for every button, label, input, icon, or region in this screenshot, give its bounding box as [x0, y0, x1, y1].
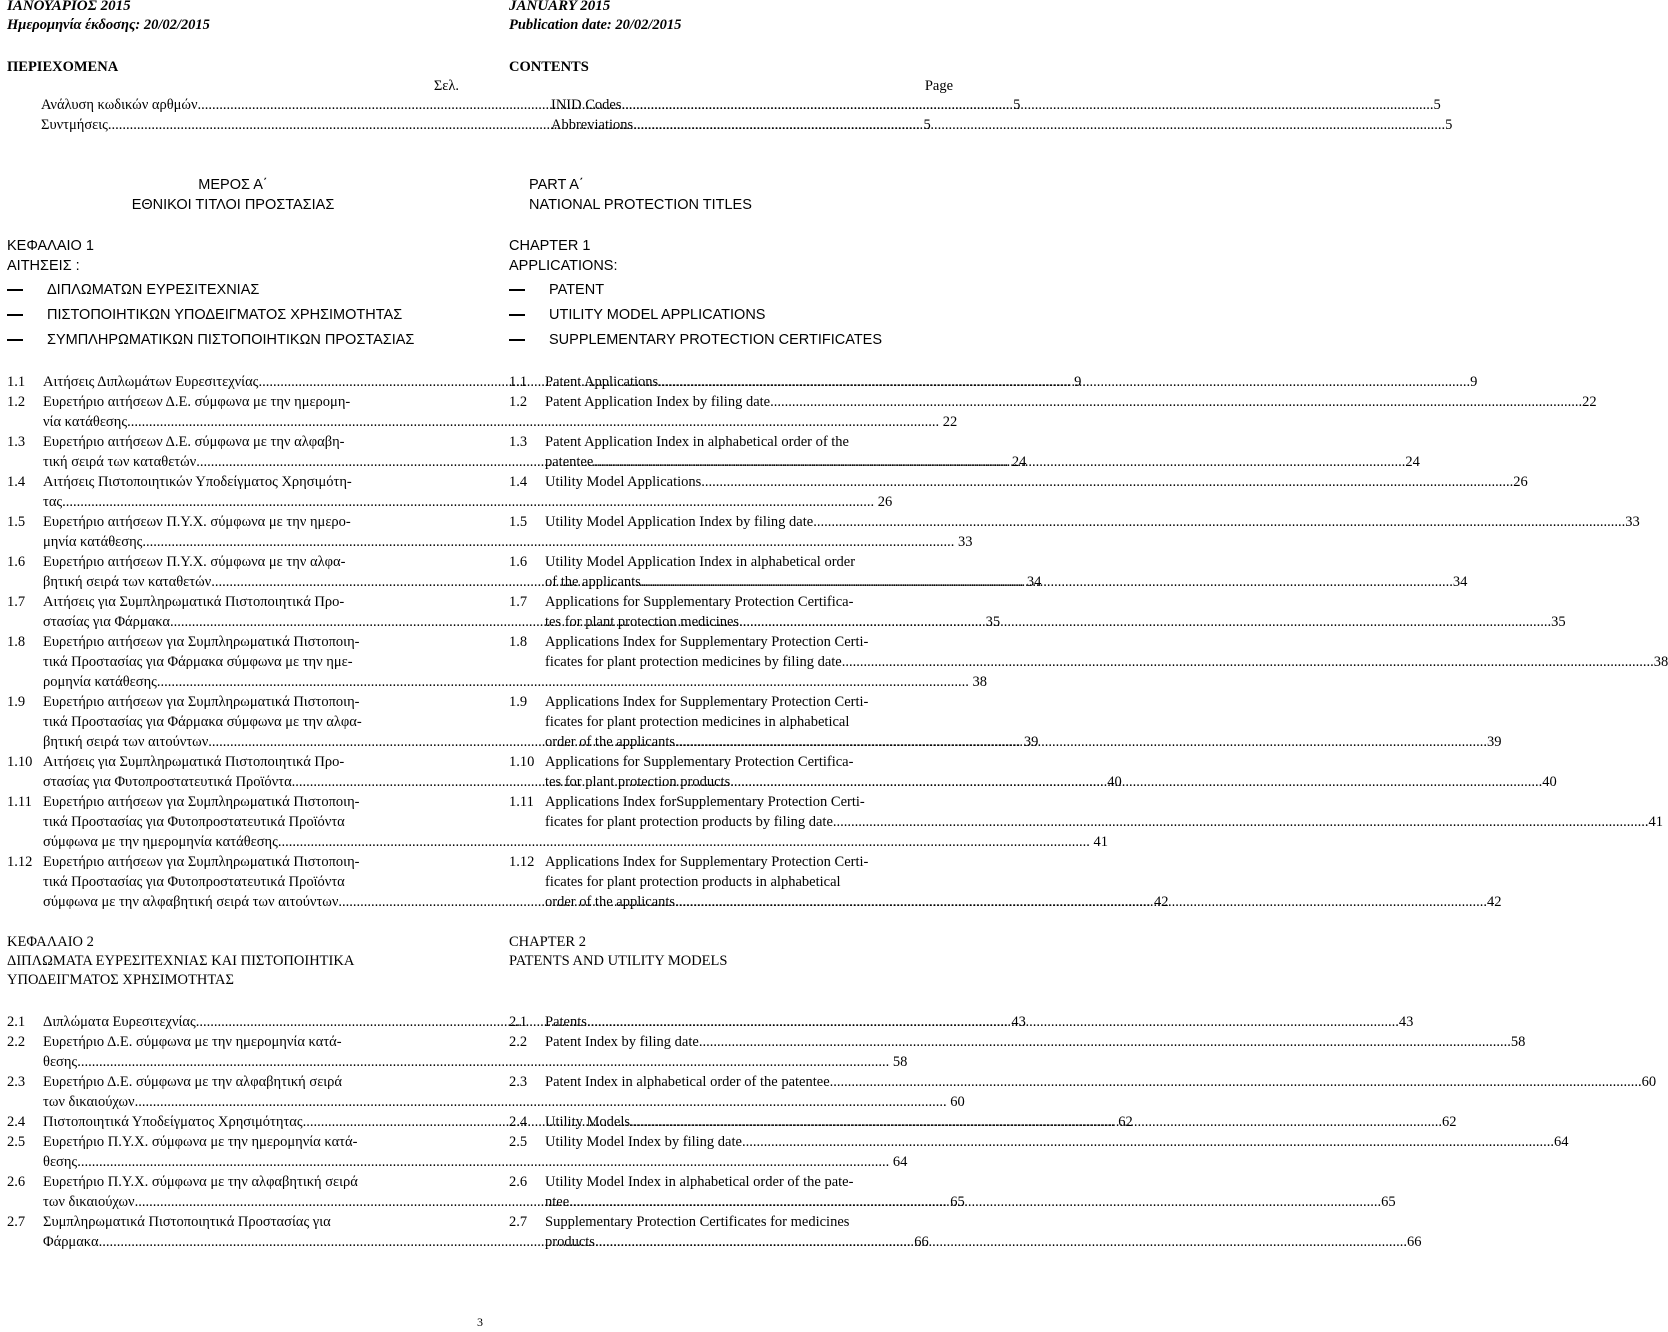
toc-entry-number: 1.3 [7, 434, 26, 450]
toc-page-number: 62 [1442, 1114, 1457, 1130]
toc-entry-number: 1.4 [509, 474, 528, 490]
toc-entry-last-line: τική σειρά των καταθετών ..... 24 [43, 452, 1026, 472]
toc-entry-number: 2.1 [509, 1014, 528, 1030]
toc-entry-last-line: ficates for plant protection medicines by filing date ..... 38 [545, 652, 1668, 672]
toc-entry-text: Ευρετήριο Δ.Ε. σύμφωνα με την αλφαβητική σειρά [43, 1074, 343, 1090]
toc-entry-number: 1.7 [509, 594, 528, 610]
toc-entry-text: Ευρετήριο αιτήσεων για Συμπληρωματικά Πιστοποιη- [43, 634, 360, 650]
toc-entry-last-line: ρομηνία κατάθεσης ..... 38 [43, 672, 987, 692]
greek-chapter2-sub1: ΔΙΠΛΩΜΑΤΑ ΕΥΡΕΣΙΤΕΧΝΙΑΣ ΚΑΙ ΠΙΣΤΟΠΟΙΗΤΙΚΑ [7, 953, 355, 969]
toc-page-number: 58 [892, 1054, 908, 1070]
toc-page-number: 24 [1405, 454, 1420, 470]
toc-page-number: 9 [1470, 374, 1478, 390]
toc-entry-text: Utility Model Application Index in alphabetical order [545, 554, 856, 570]
toc-entry-last-line: order of the applicants ..... 39 [545, 732, 1502, 752]
dash-icon [7, 339, 23, 341]
toc-entry-last-line: Patent Index by filing date ..... 58 [545, 1032, 1525, 1052]
english-chapter2-title: CHAPTER 2 [509, 934, 586, 950]
toc-entry[interactable] [509, 632, 1668, 672]
toc-entry-text: Ευρετήριο αιτήσεων Δ.Ε. σύμφωνα με την αλφαβη- [43, 434, 345, 450]
toc-page-number: 35 [985, 614, 1001, 630]
toc-entry-number: 2.2 [509, 1034, 528, 1050]
english-part-subtitle: NATIONAL PROTECTION TITLES [529, 197, 752, 213]
toc-entry-number: 1.4 [7, 474, 26, 490]
toc-page-number: 64 [1553, 1134, 1569, 1150]
toc-page-number: 9 [1074, 374, 1082, 390]
toc-entry-text: Applications for Supplementary Protection Certifica- [545, 594, 854, 610]
toc-entry-text: τικά Προστασίας για Φυτοπροστατευτικά Προϊόντα [43, 874, 345, 890]
toc-entry[interactable] [7, 512, 973, 552]
toc-page-number: 62 [1118, 1114, 1133, 1130]
toc-entry[interactable] [7, 472, 893, 512]
toc-entry-text: Αιτήσεις για Συμπληρωματικά Πιστοποιητικά Προ- [43, 754, 345, 770]
toc-entry-last-line: βητική σειρά των αιτούντων ..... 39 [43, 732, 1038, 752]
toc-entry-text: Ευρετήριο Π.Υ.Χ. σύμφωνα με την ημερομηνία κατά- [43, 1134, 358, 1150]
toc-entry[interactable] [7, 1132, 908, 1172]
english-chapter1-item: UTILITY MODEL APPLICATIONS [509, 305, 953, 325]
toc-entry-text: τικά Προστασίας για Φάρμακα σύμφωνα με την αλφα- [43, 714, 362, 730]
toc-entry-last-line: Αιτήσεις Διπλωμάτων Ευρεσιτεχνίας ..... 9 [43, 372, 1081, 392]
toc-entry-last-line: θεσης ..... 64 [43, 1152, 907, 1172]
toc-entry-text: Ευρετήριο αιτήσεων για Συμπληρωματικά Πιστοποιη- [43, 854, 360, 870]
toc-entry-last-line: tes for plant protection medicines ..... 35 [545, 612, 1566, 632]
toc-entry-number: 2.7 [7, 1214, 26, 1230]
toc-entry[interactable] [509, 1172, 1396, 1212]
toc-entry-last-line: Utility Model Index by filing date ..... 64 [545, 1132, 1568, 1152]
greek-chapter1-sub: ΑΙΤΗΣΕΙΣ : [7, 258, 80, 274]
toc-entry-number: 2.6 [509, 1174, 528, 1190]
toc-entry[interactable] [509, 392, 1597, 412]
toc-entry[interactable] [509, 512, 1640, 532]
toc-entry-text: Ευρετήριο αιτήσεων για Συμπληρωματικά Πιστοποιη- [43, 794, 360, 810]
toc-entry-number: 2.5 [509, 1134, 528, 1150]
toc-entry-text: τικά Προστασίας για Φάρμακα σύμφωνα με την ημε- [43, 654, 353, 670]
toc-page-number: 65 [950, 1194, 965, 1210]
toc-entry-last-line: ficates for plant protection products by filing date. ..... 41 [545, 812, 1663, 832]
toc-entry-number: 2.4 [509, 1114, 528, 1130]
toc-entry-last-line: Patent Applications ..... 9 [545, 372, 1477, 392]
toc-page-number: 22 [1582, 394, 1597, 410]
toc-entry-last-line: σύμφωνα με την αλφαβητική σειρά των αιτούντων ..... 42 [43, 892, 1169, 912]
toc-page-number: 66 [1406, 1234, 1422, 1250]
greek-header-date: Ημερομηνία έκδοσης: 20/02/2015 [7, 17, 210, 33]
english-contents-title: CONTENTS [509, 59, 589, 75]
toc-entry-text: τικά Προστασίας για Φυτοπροστατευτικά Προϊόντα [43, 814, 345, 830]
greek-chapter2-sub2: ΥΠΟΔΕΙΓΜΑΤΟΣ ΧΡΗΣΙΜΟΤΗΤΑΣ [7, 972, 234, 988]
toc-entry-number: 1.10 [509, 754, 535, 770]
toc-entry-last-line: products ..... 66 [545, 1232, 1421, 1252]
english-chapter2-sub1: PATENTS AND UTILITY MODELS [509, 953, 728, 969]
greek-chapter2-title: ΚΕΦΑΛΑΙΟ 2 [7, 934, 94, 950]
toc-page-number: 41 [1648, 814, 1664, 830]
toc-entry-last-line: των δικαιούχων ..... 65 [43, 1192, 965, 1212]
toc-page-number: 22 [942, 414, 958, 430]
toc-entry-last-line: patentee ..... 24 [545, 452, 1420, 472]
toc-entry-last-line: Utility Models ..... 62 [545, 1112, 1457, 1132]
toc-entry-number: 1.10 [7, 754, 33, 770]
toc-entry-last-line: Utility Model Application Index by filing date ..... 33 [545, 512, 1640, 532]
toc-entry-last-line: Διπλώματα Ευρεσιτεχνίας ..... 43 [43, 1012, 1026, 1032]
toc-entry-last-line: Πιστοποιητικά Υποδείγματος Χρησιμότητας ..... 62 [43, 1112, 1133, 1132]
toc-entry-text: Applications Index for Supplementary Protection Certi- [545, 634, 869, 650]
greek-contents-title: ΠΕΡΙΕΧΟΜΕΝΑ [7, 59, 119, 75]
english-header-date: Publication date: 20/02/2015 [509, 17, 682, 33]
toc-entry-text: Ευρετήριο αιτήσεων Δ.Ε. σύμφωνα με την ημερομη- [43, 394, 351, 410]
toc-entry-number: 1.1 [509, 374, 528, 390]
toc-page-number: 40 [1107, 774, 1122, 790]
toc-page-number: 26 [877, 494, 893, 510]
dash-icon [7, 314, 23, 316]
toc-entry[interactable] [509, 472, 1528, 492]
toc-entry-last-line: ntee ..... 65 [545, 1192, 1396, 1212]
toc-entry-text: Αιτήσεις για Συμπληρωματικά Πιστοποιητικά Προ- [43, 594, 345, 610]
toc-entry[interactable] [509, 1032, 1526, 1052]
toc-entry-text: Utility Model Index in alphabetical order of the pate- [545, 1174, 854, 1190]
english-part-title: PART A΄ [529, 177, 584, 193]
toc-page-number: 38 [972, 674, 988, 690]
toc-page-number: 33 [958, 534, 973, 550]
toc-entry-text: Αιτήσεις Πιστοποιητικών Υποδείγματος Χρησιμότη- [43, 474, 352, 490]
toc-entry-number: 2.3 [509, 1074, 528, 1090]
toc-entry-number: 1.11 [509, 794, 534, 810]
toc-page-number: 43 [1011, 1014, 1026, 1030]
toc-entry-number: 1.5 [7, 514, 26, 530]
toc-entry-text: Applications for Supplementary Protection Certifica- [545, 754, 854, 770]
greek-front-item[interactable]: Ανάλυση κωδικών αρθμών ..... 5 [41, 95, 459, 115]
greek-page-label: Σελ. [433, 78, 459, 94]
toc-entry-number: 1.8 [509, 634, 528, 650]
toc-page-number: 24 [1011, 454, 1027, 470]
toc-entry-text: Patent Application Index in alphabetical order of the [545, 434, 849, 450]
toc-entry[interactable] [509, 792, 1664, 832]
toc-page-number: 33 [1625, 514, 1640, 530]
dash-icon [509, 339, 525, 341]
toc-page-number: 40 [1542, 774, 1557, 790]
toc-entry-number: 2.7 [509, 1214, 528, 1230]
english-chapter1-item: PATENT [509, 280, 953, 300]
toc-entry-number: 2.3 [7, 1074, 26, 1090]
toc-entry-last-line: στασίας για Φυτοπροστατευτικά Προϊόντα ..... 40 [43, 772, 1122, 792]
english-chapter1-sub: APPLICATIONS: [509, 258, 618, 274]
toc-entry-number: 1.12 [509, 854, 535, 870]
toc-entry-number: 1.6 [7, 554, 26, 570]
toc-entry-text: Supplementary Protection Certificates for medicines [545, 1214, 850, 1230]
page-number: 3 [477, 1315, 483, 1329]
toc-entry-last-line: στασίας για Φάρμακα ..... 35 [43, 612, 1000, 632]
toc-entry-text: Ευρετήριο Δ.Ε. σύμφωνα με την ημερομηνία κατά- [43, 1034, 342, 1050]
toc-page-number: 42 [1487, 894, 1502, 910]
toc-entry-last-line: βητική σειρά των καταθετών ..... 34 [43, 572, 1041, 592]
toc-entry-last-line: tes for plant protection products ..... 40 [545, 772, 1557, 792]
toc-page-number: 39 [1487, 734, 1502, 750]
toc-entry-last-line: νία κατάθεσης ..... 22 [43, 412, 957, 432]
english-page-label: Page [924, 78, 953, 94]
toc-entry-number: 2.5 [7, 1134, 26, 1150]
toc-entry-last-line: Patent Index in alphabetical order of the patentee ..... 60 [545, 1072, 1656, 1092]
toc-page-number: 65 [1381, 1194, 1396, 1210]
toc-entry-number: 1.1 [7, 374, 26, 390]
toc-entry-text: Συμπληρωματικά Πιστοποιητικά Προστασίας για [43, 1214, 331, 1230]
toc-entry-last-line: θεσης ..... 58 [43, 1052, 907, 1072]
toc-entry-number: 1.2 [509, 394, 528, 410]
toc-page-number: 64 [892, 1154, 908, 1170]
toc-entry-text: Ευρετήριο αιτήσεων Π.Υ.Χ. σύμφωνα με την ημερο- [43, 514, 351, 530]
toc-entry-text: ficates for plant protection medicines in alphabetical [545, 714, 850, 730]
toc-entry-text: Applications Index for Supplementary Protection Certi- [545, 694, 869, 710]
toc-entry-number: 2.6 [7, 1174, 26, 1190]
toc-entry-number: 2.2 [7, 1034, 26, 1050]
toc-entry-last-line: τας ..... 26 [43, 492, 892, 512]
greek-header-title: ΙΑΝΟΥΑΡΙΟΣ 2015 [7, 0, 131, 14]
english-front-item[interactable]: INID Codes ..... 5 [551, 95, 953, 115]
toc-entry-number: 2.1 [7, 1014, 26, 1030]
toc-entry-last-line: Φάρμακα ..... 66 [43, 1232, 929, 1252]
toc-entry-last-line: Utility Model Applications ..... 26 [545, 472, 1528, 492]
toc-page-number: 42 [1154, 894, 1169, 910]
toc-entry-number: 1.6 [509, 554, 528, 570]
greek-front-item[interactable]: Συντμήσεις ..... 5 [41, 115, 459, 135]
toc-page-number: 60 [950, 1094, 965, 1110]
toc-entry[interactable] [7, 1072, 965, 1112]
greek-chapter1-item: ΣΥΜΠΛΗΡΩΜΑΤΙΚΩΝ ΠΙΣΤΟΠΟΙΗΤΙΚΩΝ ΠΡΟΣΤΑΣΙΑΣ [7, 330, 459, 350]
english-header-title: JANUARY 2015 [509, 0, 611, 14]
toc-entry-number: 2.4 [7, 1114, 26, 1130]
english-front-item[interactable]: Abbreviations ..... 5 [551, 115, 953, 135]
toc-entry-number: 1.5 [509, 514, 528, 530]
toc-page-number: 34 [1026, 574, 1042, 590]
toc-entry-number: 1.9 [509, 694, 528, 710]
toc-page-number: 60 [1641, 1074, 1657, 1090]
toc-entry[interactable] [7, 392, 958, 432]
toc-entry-last-line: Patent Application Index by filing date ..... 22 [545, 392, 1597, 412]
toc-entry-number: 1.12 [7, 854, 33, 870]
toc-entry-text: Ευρετήριο αιτήσεων Π.Υ.Χ. σύμφωνα με την αλφα- [43, 554, 346, 570]
toc-entry-number: 1.8 [7, 634, 26, 650]
toc-entry[interactable] [509, 1132, 1569, 1152]
toc-page-number: 41 [1093, 834, 1109, 850]
greek-part-title: ΜΕΡΟΣ Α΄ [198, 177, 268, 193]
toc-entry-text: Applications Index for Supplementary Protection Certi- [545, 854, 869, 870]
dash-icon [7, 289, 23, 291]
greek-part-subtitle: ΕΘΝΙΚΟΙ ΤΙΤΛΟΙ ΠΡΟΣΤΑΣΙΑΣ [131, 197, 335, 213]
toc-page-number: 26 [1513, 474, 1528, 490]
toc-entry-last-line: των δικαιούχων ..... 60 [43, 1092, 965, 1112]
toc-entry-last-line: σύμφωνα με την ημερομηνία κατάθεσης ..... 41 [43, 832, 1108, 852]
toc-page-number: 43 [1398, 1014, 1414, 1030]
toc-entry-number: 1.9 [7, 694, 26, 710]
toc-entry-number: 1.7 [7, 594, 26, 610]
toc-page-number: 38 [1653, 654, 1668, 670]
english-chapter1-title: CHAPTER 1 [509, 238, 591, 254]
toc-entry[interactable] [509, 1072, 1657, 1092]
toc-page-number: 58 [1510, 1034, 1526, 1050]
toc-entry-last-line: Patents ..... 43 [545, 1012, 1413, 1032]
greek-chapter1-item: ΠΙΣΤΟΠΟΙΗΤΙΚΩΝ ΥΠΟΔΕΙΓΜΑΤΟΣ ΧΡΗΣΙΜΟΤΗΤΑΣ [7, 305, 459, 325]
toc-entry[interactable] [509, 1212, 1422, 1252]
toc-entry-last-line: order of the applicants ..... 42 [545, 892, 1502, 912]
toc-entry-text: ficates for plant protection products in alphabetical [545, 874, 841, 890]
toc-entry-text: Ευρετήριο αιτήσεων για Συμπληρωματικά Πιστοποιη- [43, 694, 360, 710]
toc-entry-number: 1.2 [7, 394, 26, 410]
english-chapter1-item: SUPPLEMENTARY PROTECTION CERTIFICATES [509, 330, 953, 350]
toc-page-number: 34 [1452, 574, 1468, 590]
toc-page-number: 66 [914, 1234, 929, 1250]
toc-page-number: 35 [1551, 614, 1566, 630]
toc-page-number: 39 [1023, 734, 1039, 750]
toc-entry-text: Ευρετήριο Π.Υ.Χ. σύμφωνα με την αλφαβητική σειρά [43, 1174, 358, 1190]
dash-icon [509, 289, 525, 291]
toc-entry-number: 1.11 [7, 794, 32, 810]
toc-entry[interactable] [7, 1032, 908, 1072]
greek-chapter1-item: ΔΙΠΛΩΜΑΤΩΝ ΕΥΡΕΣΙΤΕΧΝΙΑΣ [7, 280, 459, 300]
greek-chapter1-title: ΚΕΦΑΛΑΙΟ 1 [7, 238, 94, 254]
toc-entry-last-line: μηνία κατάθεσης ..... 33 [43, 532, 973, 552]
toc-entry-number: 1.3 [509, 434, 528, 450]
toc-entry-text: Applications Index forSupplementary Protection Certi- [545, 794, 865, 810]
dash-icon [509, 314, 525, 316]
toc-entry-last-line: of the applicants ..... 34 [545, 572, 1467, 592]
